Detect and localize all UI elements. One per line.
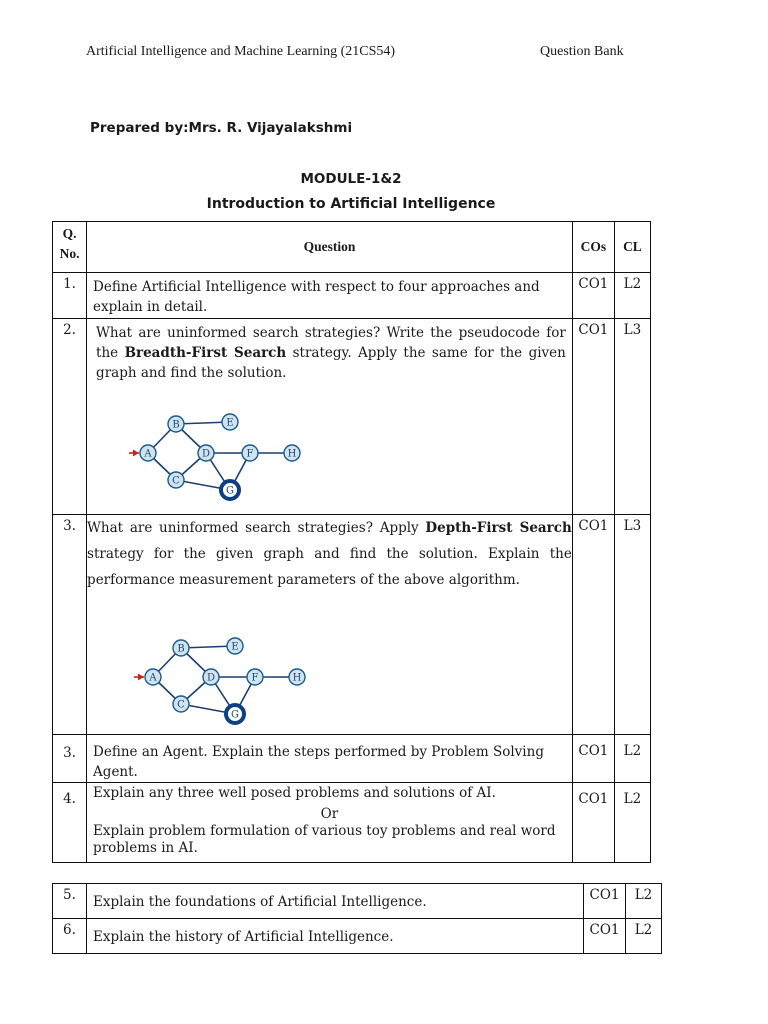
table-row (53, 919, 662, 954)
question-text-part: Explain problem formulation of various toy problems and real word problems in AI. (93, 823, 556, 856)
header-cl: CL (614, 222, 650, 273)
question-number: 6. (53, 919, 87, 954)
question-number: 3. (53, 735, 87, 783)
node-B (168, 416, 184, 432)
node-H (284, 445, 300, 461)
question-number: 1. (53, 273, 87, 319)
question-text: Explain the history of Artificial Intelligence. (87, 919, 584, 954)
start-arrowhead (133, 450, 139, 457)
node-E (222, 414, 238, 430)
question-cl: L2 (614, 735, 650, 783)
question-number: 3. (53, 515, 87, 735)
table-row (53, 783, 651, 863)
svg-text:D: D (202, 448, 211, 460)
svg-text:C: C (172, 475, 180, 487)
question-text: Define Artificial Intelligence with respect to four approaches and explain in detail. (87, 273, 573, 319)
header-qno-line1: Q. (62, 226, 77, 241)
table-row (53, 884, 662, 919)
svg-text:E: E (226, 417, 234, 429)
svg-text:A: A (144, 448, 152, 460)
question-co: CO1 (572, 515, 614, 735)
question-cl: L3 (614, 319, 650, 515)
svg-text:D: D (207, 672, 216, 684)
bfs-graph-diagram (126, 407, 326, 507)
question-co: CO1 (584, 919, 626, 954)
question-text-part: What are uninformed search strategies? Write the pseudocode for the (96, 325, 566, 361)
question-text (87, 319, 573, 515)
question-text: Define an Agent. Explain the steps performed by Problem Solving Agent. (87, 735, 573, 783)
svg-text:H: H (292, 672, 302, 684)
question-cl: L2 (626, 884, 662, 919)
question-text-part: strategy. Apply the same for the given graph and find the solution. (96, 345, 566, 381)
question-text: Explain the foundations of Artificial Intelligence. (87, 884, 584, 919)
question-cl: L2 (626, 919, 662, 954)
question-cl: L3 (614, 515, 650, 735)
header-question: Question (87, 222, 573, 273)
question-text-part: Explain any three well posed problems and solutions of AI. (93, 785, 496, 801)
question-cl: L2 (614, 783, 650, 863)
table-row (53, 273, 651, 319)
node-H (289, 669, 305, 685)
node-C (173, 696, 189, 712)
node-F (247, 669, 263, 685)
question-cl: L2 (614, 273, 650, 319)
svg-text:B: B (177, 643, 185, 655)
node-A (140, 445, 156, 461)
question-number: 5. (53, 884, 87, 919)
prepared-by: Prepared by:Mrs. R. Vijayalakshmi (90, 120, 353, 136)
table-header-row (53, 222, 651, 273)
node-B (173, 640, 189, 656)
svg-text:C: C (177, 699, 185, 711)
question-text-part: strategy for the given graph and find the solution. Explain the performance measurement parameters of the above algorithm. (87, 546, 572, 588)
node-E (227, 638, 243, 654)
svg-text:F: F (246, 448, 254, 460)
module-label: MODULE-1&2 (300, 171, 402, 187)
question-co: CO1 (572, 735, 614, 783)
question-co: CO1 (572, 783, 614, 863)
node-G (226, 705, 244, 723)
svg-text:E: E (231, 641, 239, 653)
svg-text:G: G (231, 709, 240, 721)
node-G (221, 481, 239, 499)
node-F (242, 445, 258, 461)
header-cos: COs (572, 222, 614, 273)
question-text (87, 783, 573, 863)
header-document-type: Question Bank (540, 44, 624, 59)
node-D (198, 445, 214, 461)
table-row (53, 515, 651, 735)
question-number: 2. (53, 319, 87, 515)
question-co: CO1 (584, 884, 626, 919)
dfs-graph-diagram (131, 631, 331, 731)
node-C (168, 472, 184, 488)
question-co: CO1 (572, 319, 614, 515)
question-or: Or (320, 806, 339, 822)
svg-text:H: H (287, 448, 297, 460)
question-text-bold: Breadth-First Search (124, 345, 287, 361)
header-course-title: Artificial Intelligence and Machine Learning (21CS54) (86, 44, 396, 59)
start-arrowhead (138, 674, 144, 681)
table-row (53, 319, 651, 515)
svg-text:F: F (251, 672, 259, 684)
page-title: Introduction to Artificial Intelligence (206, 196, 496, 212)
node-A (145, 669, 161, 685)
header-qno (53, 222, 87, 273)
svg-text:B: B (172, 419, 180, 431)
question-text-bold: Depth-First Search (425, 520, 572, 536)
question-text-part: What are uninformed search strategies? Apply (87, 520, 426, 536)
question-text (87, 515, 573, 735)
question-table (52, 221, 651, 863)
svg-text:G: G (226, 485, 235, 497)
question-table-2 (52, 883, 662, 954)
table-row (53, 735, 651, 783)
question-co: CO1 (572, 273, 614, 319)
question-number: 4. (53, 783, 87, 863)
node-D (203, 669, 219, 685)
header-qno-line2: No. (59, 246, 80, 261)
svg-text:A: A (149, 672, 157, 684)
